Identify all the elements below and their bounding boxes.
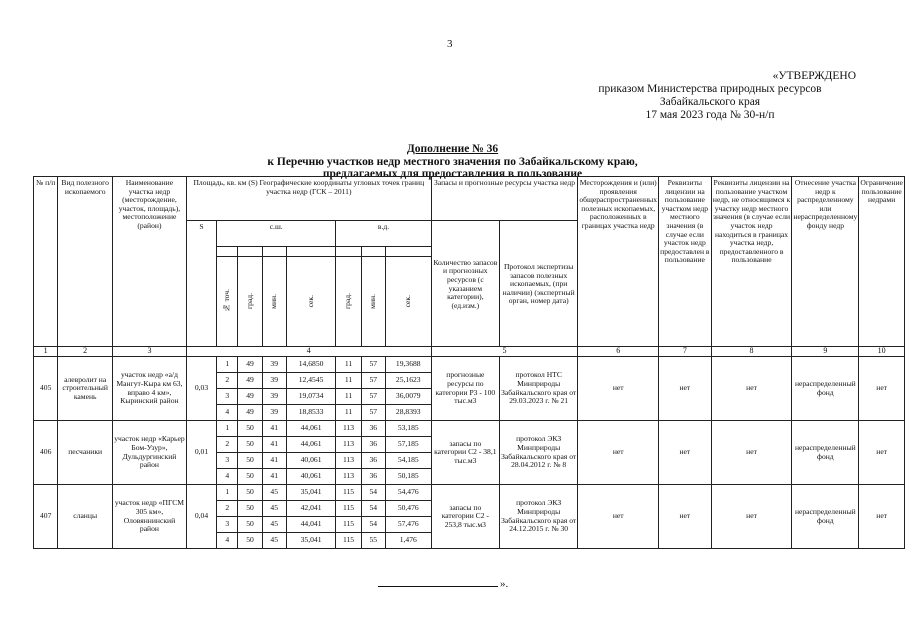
lat-seconds: 42,041 <box>286 501 336 517</box>
restrictions-value: нет <box>859 357 905 421</box>
site-area: 0,03 <box>186 357 216 421</box>
mineral-type: алевролит на строительный камень <box>58 357 113 421</box>
header-gap <box>385 247 431 257</box>
lon-minutes: 57 <box>361 357 385 373</box>
closing-quote: ». <box>500 578 509 590</box>
lon-seconds: 54,185 <box>385 453 431 469</box>
lat-seconds: 12,4545 <box>286 373 336 389</box>
lon-minutes: 36 <box>361 453 385 469</box>
license-value: нет <box>659 421 712 485</box>
col-number: 10 <box>859 347 905 357</box>
lon-degrees: 113 <box>336 453 361 469</box>
page-number: 3 <box>447 38 453 50</box>
lat-degrees: 50 <box>238 453 262 469</box>
lat-seconds: 44,041 <box>286 517 336 533</box>
header-lat: с.ш. <box>217 221 336 247</box>
lon-degrees: 113 <box>336 421 361 437</box>
lat-minutes: 39 <box>262 389 286 405</box>
lat-minutes: 45 <box>262 501 286 517</box>
approval-region: Забайкальского края <box>659 96 761 108</box>
approval-block <box>560 70 860 122</box>
mineral-type: песчаники <box>58 421 113 485</box>
point-number: 1 <box>217 421 238 437</box>
lon-minutes: 54 <box>361 517 385 533</box>
lon-minutes: 36 <box>361 437 385 453</box>
lon-degrees: 11 <box>336 357 361 373</box>
header-area-coords: Площадь, кв. км (S) Географические координаты угловых точек границ участка недр (ГСК – 2011) <box>186 177 431 221</box>
header-quantity: Количество запасов и прогнозных ресурсов (с указанием категории), (ед.изм.) <box>431 221 499 347</box>
point-number: 3 <box>217 389 238 405</box>
lon-minutes: 54 <box>361 485 385 501</box>
lon-seconds: 50,185 <box>385 469 431 485</box>
lat-degrees: 49 <box>238 373 262 389</box>
approval-heading: «УТВЕРЖДЕНО <box>772 70 856 82</box>
approval-date: 17 мая 2023 года № 30-н/п <box>645 109 775 121</box>
license-other-value: нет <box>711 485 792 549</box>
lat-minutes: 39 <box>262 405 286 421</box>
lat-degrees: 49 <box>238 357 262 373</box>
header-lon-deg: град. <box>343 293 353 310</box>
lon-seconds: 53,185 <box>385 421 431 437</box>
lon-minutes: 57 <box>361 373 385 389</box>
lon-seconds: 57,185 <box>385 437 431 453</box>
lat-degrees: 50 <box>238 469 262 485</box>
lat-seconds: 19,0734 <box>286 389 336 405</box>
header-gap <box>238 247 262 257</box>
row-number: 405 <box>34 357 58 421</box>
lon-seconds: 25,1623 <box>385 373 431 389</box>
lon-degrees: 11 <box>336 405 361 421</box>
lat-degrees: 50 <box>238 485 262 501</box>
lat-seconds: 14,6850 <box>286 357 336 373</box>
document-title <box>230 143 675 181</box>
lon-degrees: 113 <box>336 437 361 453</box>
lat-minutes: 45 <box>262 533 286 549</box>
header-lat-deg: град. <box>244 293 254 310</box>
lat-degrees: 50 <box>238 421 262 437</box>
col-number: 8 <box>711 347 792 357</box>
header-protocol: Протокол экспертизы запасов полезных ископаемых, (при наличии) (экспертный орган, номер дата) <box>499 221 577 347</box>
closing-mark <box>378 578 508 590</box>
lat-seconds: 40,061 <box>286 453 336 469</box>
col-number: 9 <box>792 347 859 357</box>
lon-seconds: 50,476 <box>385 501 431 517</box>
header-mineral: Вид полезного ископаемого <box>58 177 113 347</box>
lon-degrees: 115 <box>336 485 361 501</box>
header-license: Реквизиты лицензии на пользование участком недр местного значения (в случае если участок недр предоставлен в пользование <box>659 177 712 347</box>
site-name: участок недр «ПГСМ 305 км», Оловяннинский район <box>112 485 186 549</box>
header-lat-min: мин. <box>268 293 278 309</box>
col-number: 4 <box>186 347 431 357</box>
lon-minutes: 36 <box>361 421 385 437</box>
lat-seconds: 40,061 <box>286 469 336 485</box>
expertise-protocol: протокол ЭКЗ Минприроды Забайкальского края от 24.12.2015 г. № 30 <box>499 485 577 549</box>
lon-seconds: 54,476 <box>385 485 431 501</box>
lon-minutes: 54 <box>361 501 385 517</box>
header-lat-sec: сек. <box>305 294 315 308</box>
point-number: 3 <box>217 453 238 469</box>
header-num: № п/п <box>34 177 58 347</box>
title-line-2: к Перечню участков недр местного значения по Забайкальскому краю, <box>267 155 638 168</box>
approval-order: приказом Министерства природных ресурсов <box>598 83 822 95</box>
lon-seconds: 57,476 <box>385 517 431 533</box>
restrictions-value: нет <box>859 485 905 549</box>
header-lon-sec: сек. <box>402 294 412 308</box>
col-number: 5 <box>431 347 578 357</box>
row-number: 406 <box>34 421 58 485</box>
table-row <box>34 485 905 501</box>
header-license-other: Реквизиты лицензии на пользование участком недр, не относящимся к участку недр местного значения (в случае если участок недр находиться в границах участка недр, предоставленного в пользование <box>711 177 792 347</box>
reserves-quantity: прогнозные ресурсы по категории Р3 - 100 тыс.м3 <box>431 357 499 421</box>
header-s: S <box>186 221 216 347</box>
col-number: 7 <box>659 347 712 357</box>
lon-minutes: 36 <box>361 469 385 485</box>
lon-seconds: 36,0079 <box>385 389 431 405</box>
col-number: 2 <box>58 347 113 357</box>
site-name: участок недр «Карьер Бом-Узур», Дульдургинский район <box>112 421 186 485</box>
table-row <box>34 421 905 437</box>
title-addendum: Дополнение № 36 <box>406 143 499 155</box>
lat-minutes: 39 <box>262 357 286 373</box>
table-body <box>34 357 905 549</box>
point-number: 2 <box>217 437 238 453</box>
point-number: 3 <box>217 517 238 533</box>
signature-line <box>378 586 498 587</box>
lat-degrees: 49 <box>238 405 262 421</box>
col-number: 3 <box>112 347 186 357</box>
deposits-value: нет <box>578 485 659 549</box>
deposits-value: нет <box>578 357 659 421</box>
license-value: нет <box>659 485 712 549</box>
lat-seconds: 35,041 <box>286 533 336 549</box>
lon-degrees: 11 <box>336 373 361 389</box>
site-area: 0,01 <box>186 421 216 485</box>
point-number: 1 <box>217 485 238 501</box>
header-restrictions: Ограничение пользование недрами <box>859 177 905 347</box>
title-line-3: предлагаемых для предоставления в пользование <box>322 168 583 180</box>
lon-minutes: 57 <box>361 389 385 405</box>
lat-degrees: 50 <box>238 501 262 517</box>
header-deposits: Месторождения и (или) проявления общераспространенных полезных ископаемых, расположенных в границах участка недр <box>578 177 659 347</box>
lat-minutes: 45 <box>262 485 286 501</box>
lon-minutes: 57 <box>361 405 385 421</box>
mineral-type: сланцы <box>58 485 113 549</box>
col-number: 1 <box>34 347 58 357</box>
header-gap <box>286 247 336 257</box>
lon-degrees: 113 <box>336 469 361 485</box>
table-header <box>34 177 905 357</box>
subsoil-table <box>33 176 905 549</box>
header-reserves: Запасы и прогнозные ресурсы участка недр <box>431 177 578 221</box>
point-number: 1 <box>217 357 238 373</box>
license-other-value: нет <box>711 357 792 421</box>
lat-minutes: 39 <box>262 373 286 389</box>
reserves-quantity: запасы по категории С2 - 38,1 тыс.м3 <box>431 421 499 485</box>
fund-value: нераспределенный фонд <box>792 485 859 549</box>
lon-seconds: 19,3688 <box>385 357 431 373</box>
lat-seconds: 44,061 <box>286 437 336 453</box>
expertise-protocol: протокол НТС Минприроды Забайкальского края от 29.03.2023 г. № 21 <box>499 357 577 421</box>
lon-degrees: 115 <box>336 501 361 517</box>
fund-value: нераспределенный фонд <box>792 421 859 485</box>
lon-degrees: 115 <box>336 533 361 549</box>
lat-minutes: 45 <box>262 517 286 533</box>
table-row <box>34 357 905 373</box>
license-value: нет <box>659 357 712 421</box>
lat-seconds: 18,8533 <box>286 405 336 421</box>
reserves-quantity: запасы по категории С2 - 253,8 тыс.м3 <box>431 485 499 549</box>
point-number: 4 <box>217 533 238 549</box>
header-lon-min: мин. <box>367 293 377 309</box>
lat-degrees: 50 <box>238 517 262 533</box>
license-other-value: нет <box>711 421 792 485</box>
header-gap <box>262 247 286 257</box>
header-point: № точ. <box>221 289 231 313</box>
lon-minutes: 55 <box>361 533 385 549</box>
header-gap <box>361 247 385 257</box>
site-area: 0,04 <box>186 485 216 549</box>
row-number: 407 <box>34 485 58 549</box>
lat-minutes: 41 <box>262 469 286 485</box>
point-number: 2 <box>217 373 238 389</box>
point-number: 4 <box>217 405 238 421</box>
header-name: Наименование участка недр (месторождение, участок, площадь), местоположение (район) <box>112 177 186 347</box>
lon-seconds: 28,8393 <box>385 405 431 421</box>
header-fund: Отнесение участка недр к распределенному или нераспределенному фонду недр <box>792 177 859 347</box>
deposits-value: нет <box>578 421 659 485</box>
lat-seconds: 44,061 <box>286 421 336 437</box>
lon-degrees: 115 <box>336 517 361 533</box>
lat-degrees: 50 <box>238 533 262 549</box>
restrictions-value: нет <box>859 421 905 485</box>
point-number: 4 <box>217 469 238 485</box>
header-lon: в.д. <box>336 221 431 247</box>
header-gap <box>336 247 361 257</box>
lat-degrees: 50 <box>238 437 262 453</box>
lon-degrees: 11 <box>336 389 361 405</box>
header-gap <box>217 247 238 257</box>
col-number: 6 <box>578 347 659 357</box>
lat-degrees: 49 <box>238 389 262 405</box>
point-number: 2 <box>217 501 238 517</box>
site-name: участок недр «а/д Мангут-Кыра км 63, вправо 4 км», Кыринский район <box>112 357 186 421</box>
lat-minutes: 41 <box>262 421 286 437</box>
lat-seconds: 35,041 <box>286 485 336 501</box>
expertise-protocol: протокол ЭКЗ Минприроды Забайкальского края от 28.04.2012 г. № 8 <box>499 421 577 485</box>
lat-minutes: 41 <box>262 437 286 453</box>
lon-seconds: 1,476 <box>385 533 431 549</box>
fund-value: нераспределенный фонд <box>792 357 859 421</box>
lat-minutes: 41 <box>262 453 286 469</box>
